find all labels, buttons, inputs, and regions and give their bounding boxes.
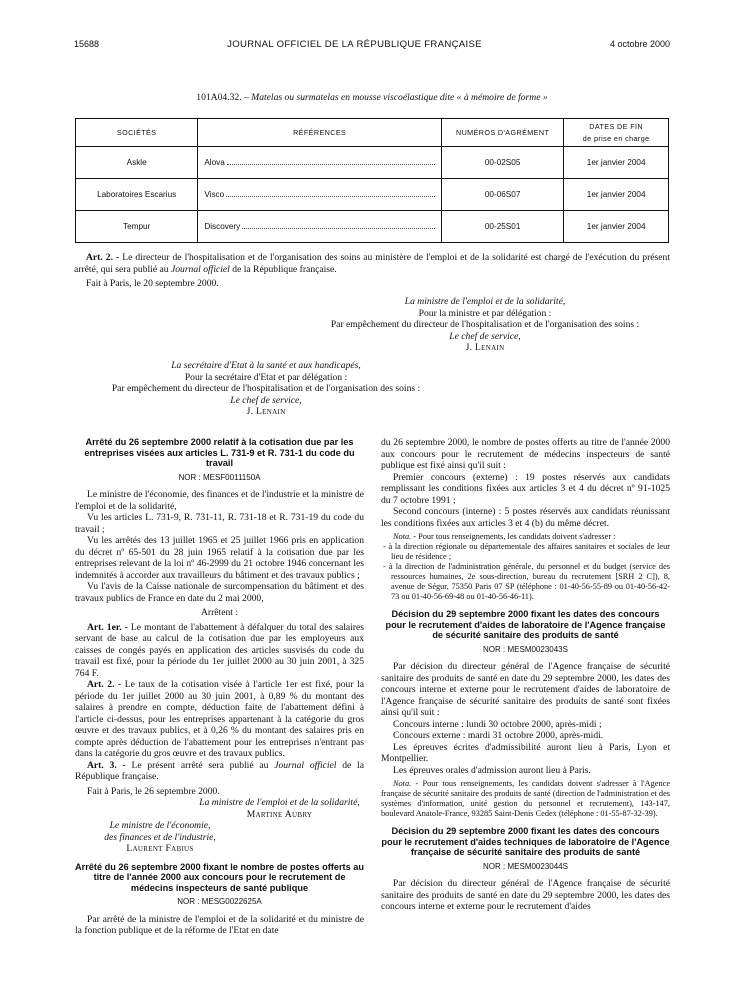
cell-reference: Discovery (198, 211, 442, 243)
article-2-text: Art. 2. - Le directeur de l'hospitalisation et de l'organisation des soins au ministère de l'emploi et de la solidarité est chargé de l'exécution du présent arrêté, qui sera publié au Journal officiel de la République française. (74, 252, 671, 275)
paragraph: Les épreuves orales d'admission auront lieu à Paris. (393, 764, 591, 776)
table-row (76, 211, 669, 243)
decision-title-aides-techniques: Décision du 29 septembre 2000 fixant les dates des concours pour le recrutement d'aides techniques de laboratoire de l'Agence française de sécurité sanitaire des produits de santé (381, 826, 670, 857)
cell-numero: 00-02S05 (441, 147, 563, 179)
nor-reference: NOR : MESG0022625A (177, 897, 262, 906)
table-header-row (76, 119, 669, 147)
paragraph: Vu les articles L. 731-9, R. 731-11, R. 731-18 et R. 731-19 du code du travail ; (75, 512, 364, 535)
cell-societe: Laboratoires Escarius (76, 179, 198, 211)
table-row (76, 179, 669, 211)
decision-title-aides-laboratoire: Décision du 29 septembre 2000 fixant les dates des concours pour le recrutement d'aides de laboratoire de l'Agence française de sécurité sanitaire des produits de santé (385, 609, 666, 640)
list-item: - à la direction de l'administration générale, du personnel et du budget (service des ressources humaines, 2e sous-direction, bureau du recrutement [SRH 2 C]), 8, avenue de Ségur, 75350 Paris 07 SP (téléphone : 01-40-56-55-89 ou 01-40-56-42-73 ou 01-40-56-69-48 ou 01-40-56-46-11). (383, 562, 670, 601)
paragraph: Par décision du directeur général de l'Agence française de sécurité sanitaire des produits de santé en date du 29 septembre 2000, les dates des concours interne et externe pour le recrutement d'aides (381, 878, 670, 912)
cell-numero: 00-25S01 (441, 211, 563, 243)
article-3: Art. 3. - Le présent arrêté sera publié au Journal officiel de la République française. (75, 759, 364, 782)
cell-numero: 00-06S07 (441, 179, 563, 211)
decree-title-medecins: Arrêté du 26 septembre 2000 fixant le nombre de postes offerts au titre de l'année 2000 aux concours pour le recrutement de médecins inspecteurs de santé publique (75, 861, 364, 893)
fait-a-paris: Fait à Paris, le 26 septembre 2000. (87, 785, 220, 797)
paragraph: Par arrêté de la ministre de l'emploi et de la solidarité et du ministre de la fonction publique et de la réforme de l'Etat en date (75, 913, 364, 936)
paragraph: Vu les arrêtés des 13 juillet 1965 et 25 juillet 1966 pris en application du décret nº 65-501 du 28 juin 1965 relatif à la cotisation due par les entreprises relevant de la loi nº 46-2999 du 21 octobre 1946 concernant les indemnités à accorder aux travailleurs du bâtiment et des travaux publics ; (75, 535, 364, 581)
cell-reference: Alova (198, 147, 442, 179)
caption-title: Matelas ou surmatelas en mousse viscoélastique dite « à mémoire de forme » (251, 92, 548, 103)
cell-date: 1er janvier 2004 (564, 179, 669, 211)
nota-block: Nota. - Pour tous renseignements, les candidats doivent s'adresser à l'Agence française de sécurité sanitaire des produits de santé (direction de l'administration et des systèmes d'information, unité gestion du personnel et recrutement), 143-147, boulevard Anatole-France, 93285 Saint-Denis Cedex (téléphone : 01-55-87-32-39). (381, 779, 671, 818)
left-column (75, 437, 364, 937)
paragraph: du 26 septembre 2000, le nombre de postes offerts au titre de l'année 2000 aux concours pour le recrutement de médecins inspecteurs de santé publique est fixé ainsi qu'il suit : (381, 437, 670, 471)
col-header-societes: SOCIÉTÉS (76, 119, 198, 147)
arretent-label: Arrêtent : (200, 607, 239, 618)
signature-fabius: Le ministre de l'économie, des finances et de l'industrie, Laurent Fabius (104, 820, 216, 854)
cell-reference: Visco (198, 179, 442, 211)
paragraph: Les épreuves écrites d'admissibilité auront lieu à Paris, Lyon et Montpellier. (381, 741, 670, 764)
paragraph: Premier concours (externe) : 19 postes réservés aux candidats remplissant les conditions fixées aux articles 3 et 4 du décret nº 91-1025 du 7 octobre 1991 ; (381, 471, 670, 506)
caption-code: 101A04.32. (196, 92, 242, 103)
paragraph: Le ministre de l'économie, des finances et de l'industrie et la ministre de l'emploi et de la solidarité, (75, 489, 364, 512)
cell-societe: Tempur (76, 211, 198, 243)
right-column (381, 437, 670, 913)
paragraph: Vu l'avis de la Caisse nationale de surcompensation du bâtiment et des travaux publics de France en date du 2 mai 2000, (75, 581, 364, 604)
col-header-numeros: NUMÉROS D'AGRÉMENT (441, 119, 563, 147)
article-2: Art. 2. - Le taux de la cotisation visée à l'article 1er est fixé, pour la période du 1er juillet 2000 au 30 juin 2001, à 0,89 % du montant des salaires à prendre en compte, déduction faite de l'abattement défini à l'article ci-dessus, pour les entreprises appartenant à la catégorie du gros œuvre et des travaux publics, et à 0,26 % du montant des salaires pris en compte après déduction de l'abattement pour les entreprises n'entrant pas dans la catégorie du gros œuvre et des travaux publics. (75, 679, 364, 759)
running-header (74, 39, 670, 51)
paragraph: Par décision du directeur général de l'Agence française de sécurité sanitaire des produits de santé en date du 29 septembre 2000, les dates des concours interne et externe pour le recrutement d'aides de laboratoire de l'Agence française de sécurité sanitaire des produits de santé sont fixées ainsi qu'il suit : (381, 661, 670, 718)
nor-reference: NOR : MESM0023043S (483, 644, 568, 654)
fait-a-paris: Fait à Paris, le 20 septembre 2000. (86, 278, 219, 289)
page-number: 15688 (74, 39, 100, 49)
cell-date: 1er janvier 2004 (564, 147, 669, 179)
paragraph: Concours externe : mardi 31 octobre 2000, après-midi. (393, 730, 604, 741)
cell-date: 1er janvier 2004 (564, 211, 669, 243)
journal-title: JOURNAL OFFICIEL DE LA RÉPUBLIQUE FRANÇAISE (227, 39, 482, 50)
nor-reference: NOR : MESM0023044S (483, 861, 568, 871)
paragraph: Second concours (interne) : 5 postes réservés aux candidats réunissant les conditions fixées aux articles 3 et 4 (b) du même décret. (381, 506, 670, 529)
article-1: Art. 1er. - Le montant de l'abattement à défalquer du total des salaires servant de base au calcul de la cotisation due par les employeurs aux caisses de congés payés en application des articles susvisés du code du travail est fixé, pour la période du 1er juillet 2000 au 30 juin 2001, à 325 764 F. (75, 621, 364, 679)
col-header-references: RÉFÉRENCES (198, 119, 442, 147)
decree-title-cotisation: Arrêté du 26 septembre 2000 relatif à la cotisation due par les entreprises visées aux articles L. 731-9 et R. 731-1 du code du travail (84, 437, 355, 468)
signature-aubry: La ministre de l'emploi et de la solidarité, Martine Aubry (199, 797, 360, 820)
table-row (76, 147, 669, 179)
table-caption: 101A04.32. – Matelas ou surmatelas en mousse viscoélastique dite « à mémoire de forme » (196, 92, 548, 103)
paragraph: Concours interne : lundi 30 octobre 2000, après-midi ; (393, 718, 602, 730)
col-header-dates: DATES DE FIN de prise en charge (564, 119, 669, 147)
nor-reference: NOR : MESF0011150A (178, 472, 261, 482)
cell-societe: Askle (76, 147, 198, 179)
article-2-block (74, 252, 670, 290)
issue-date: 4 octobre 2000 (609, 39, 670, 49)
signature-block-secretaire: La secrétaire d'Etat à la santé et aux handicapés, Pour la secrétaire d'Etat et par délégation : Par empêchement du directeur de l'hospitalisation et de l'organisation des soins : Le chef de service, J. Lenain (111, 360, 421, 417)
list-item: - à la direction régionale ou départementale des affaires sanitaires et sociales de leur lieu de résidence ; (383, 542, 670, 561)
nota-block: Nota. - Pour tous renseignements, les candidats doivent s'adresser : - à la direction régionale ou départementale des affaires sanitaires et sociales de leur lieu de résidence ; - à la direction de l'administration générale, du personnel et du budget (service des ressources humaines, 2e sous-direction, bureau du recrutement [SRH 2 C]), 8, avenue de Ségur, 75350 Paris 07 SP (téléphone : 01-40-56-55-89 ou 01-40-56-42-73 ou 01-40-56-69-48 ou 01-40-56-46-11). (383, 532, 670, 601)
signature-block-ministre: La ministre de l'emploi et de la solidarité, Pour la ministre et par délégation : Par empêchement du directeur de l'hospitalisation et de l'organisation des soins : Le chef de service, J. Lenain (330, 296, 640, 353)
approval-table (75, 118, 669, 243)
